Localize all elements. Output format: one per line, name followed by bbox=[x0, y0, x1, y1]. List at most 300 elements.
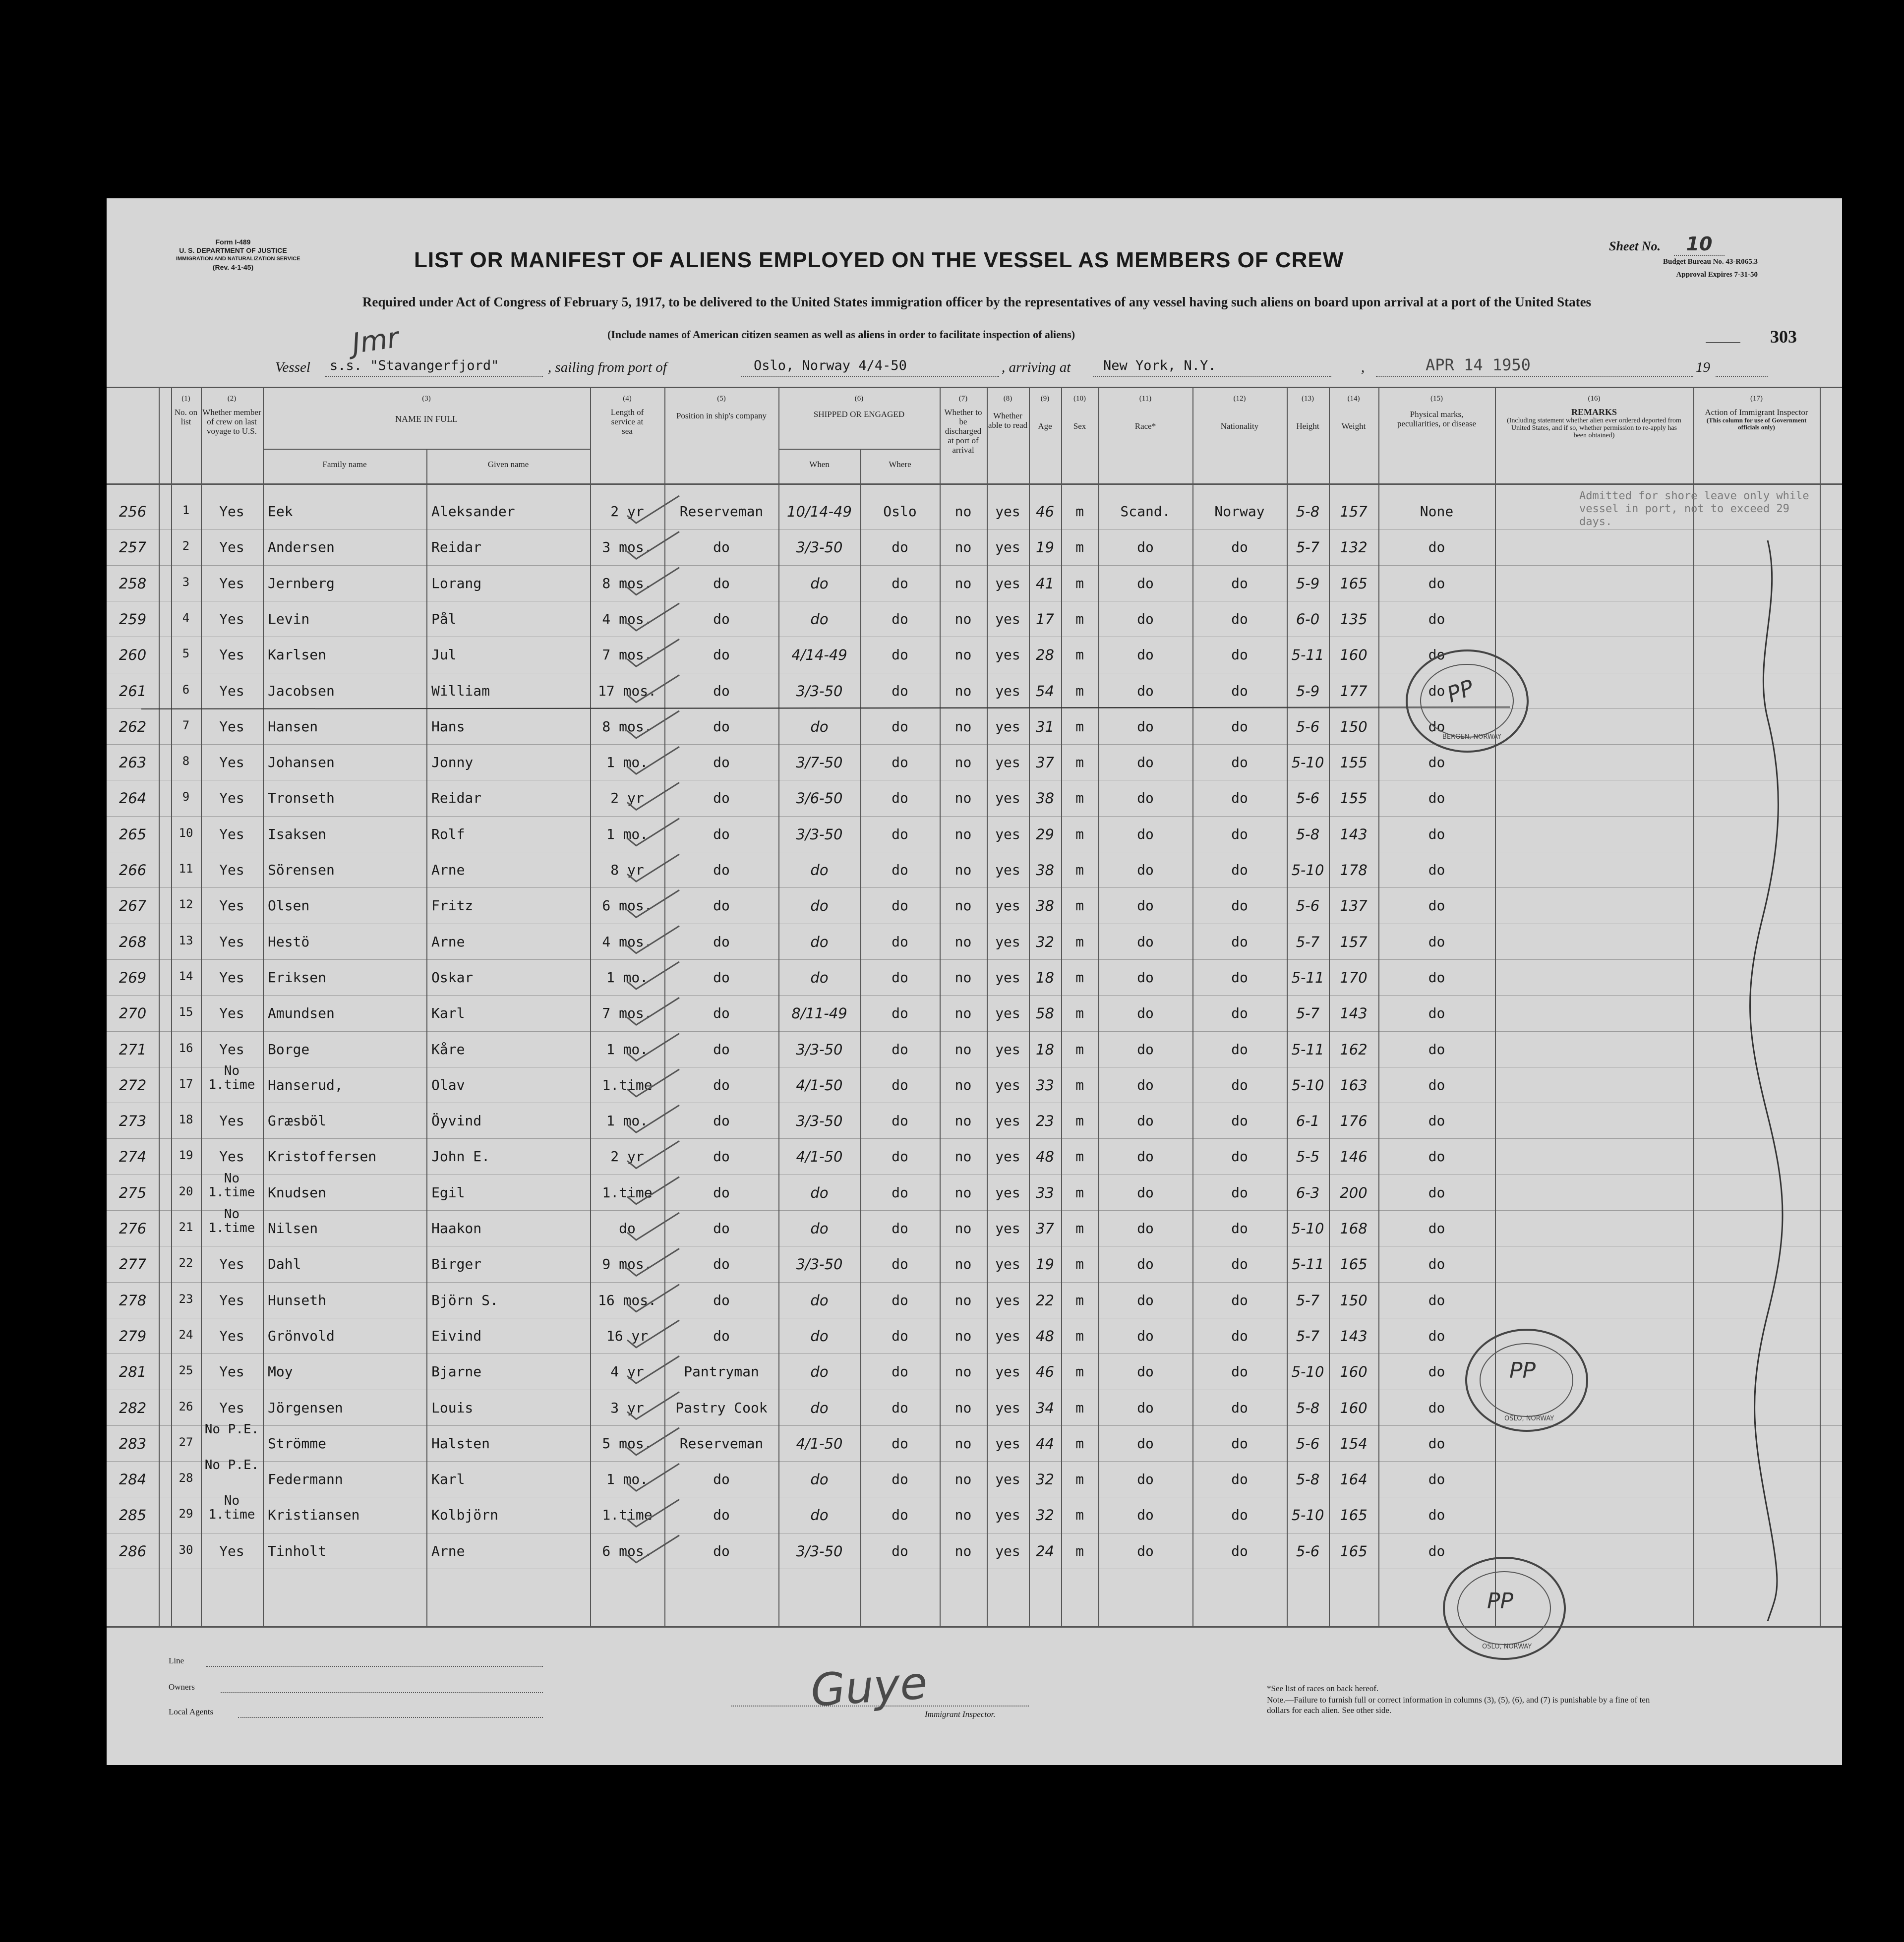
header-col3: (3) NAME IN FULL bbox=[395, 395, 458, 424]
cell-position: do bbox=[713, 1292, 730, 1308]
cell-no: 9 bbox=[182, 790, 190, 804]
cell-where: do bbox=[892, 1542, 908, 1559]
cell-when: do bbox=[810, 1507, 829, 1524]
cell-service: 16 mos. bbox=[597, 1292, 656, 1308]
cell-prev: Yes bbox=[219, 1041, 244, 1058]
cell-when: do bbox=[810, 610, 829, 628]
cell-where: do bbox=[892, 1148, 908, 1165]
cell-where: do bbox=[892, 610, 908, 627]
cell-marks: do bbox=[1428, 969, 1445, 986]
cell-position: do bbox=[713, 1076, 730, 1093]
cell-sex: m bbox=[1075, 1184, 1084, 1201]
table-row bbox=[107, 713, 1820, 749]
header-col6: (6) SHIPPED OR ENGAGED bbox=[813, 395, 905, 419]
cell-nat: do bbox=[1231, 1005, 1248, 1022]
cell-nat: do bbox=[1231, 1471, 1248, 1488]
cell-sex: m bbox=[1075, 1005, 1084, 1022]
cell-service: 4 mos. bbox=[602, 610, 653, 627]
cell-where: Oslo bbox=[883, 503, 917, 520]
cell-service: 1 mo. bbox=[606, 1041, 649, 1058]
cell-age: 48 bbox=[1036, 1327, 1054, 1345]
table-row bbox=[107, 1000, 1820, 1036]
check-mark bbox=[627, 854, 679, 882]
table-row bbox=[107, 1036, 1820, 1072]
cell-age: 33 bbox=[1036, 1184, 1054, 1201]
cell-prev: No 1.time bbox=[208, 1207, 255, 1236]
cell-when: 3/3-50 bbox=[796, 825, 843, 843]
cell-sex: m bbox=[1075, 503, 1084, 520]
cell-nat: do bbox=[1231, 610, 1248, 627]
cell-read: yes bbox=[995, 1363, 1020, 1380]
cell-weight: 168 bbox=[1340, 1220, 1368, 1237]
cell-position: do bbox=[713, 933, 730, 950]
cell-weight: 177 bbox=[1340, 682, 1368, 700]
cell-family: Strömme bbox=[268, 1435, 327, 1452]
cell-prev: No P.E. bbox=[204, 1421, 259, 1437]
line-underline bbox=[206, 1666, 543, 1667]
cell-height: 5-6 bbox=[1296, 1435, 1320, 1452]
cell-position: do bbox=[713, 754, 730, 771]
cell-prev: Yes bbox=[219, 825, 244, 842]
cell-sex: m bbox=[1075, 1220, 1084, 1236]
cell-weight: 157 bbox=[1340, 933, 1368, 950]
cell-age: 32 bbox=[1036, 1471, 1054, 1488]
page-title: LIST OR MANIFEST OF ALIENS EMPLOYED ON THE VESSEL AS MEMBERS OF CREW bbox=[414, 248, 1344, 272]
cell-service: 16 yr bbox=[606, 1327, 649, 1344]
cell-page: 258 bbox=[119, 575, 147, 592]
cell-disch: no bbox=[954, 503, 972, 520]
check-mark bbox=[627, 1105, 679, 1132]
cell-prev: Yes bbox=[219, 1327, 244, 1344]
cell-read: yes bbox=[995, 1076, 1020, 1093]
cell-family: Kristoffersen bbox=[268, 1148, 377, 1165]
cell-race: do bbox=[1137, 1184, 1154, 1201]
signature-underline bbox=[731, 1706, 1029, 1707]
cell-sex: m bbox=[1075, 682, 1084, 699]
cell-page: 267 bbox=[119, 897, 147, 915]
cell-marks: do bbox=[1428, 825, 1445, 842]
cell-when: do bbox=[810, 1220, 829, 1237]
cell-when: do bbox=[810, 1363, 829, 1381]
cell-race: do bbox=[1137, 682, 1154, 699]
check-mark bbox=[627, 1499, 679, 1527]
cell-no: 11 bbox=[178, 862, 193, 876]
cell-where: do bbox=[892, 1256, 908, 1273]
check-mark bbox=[627, 926, 679, 953]
sheet-number: 10 bbox=[1674, 233, 1725, 256]
cell-disch: no bbox=[954, 1363, 972, 1380]
cell-read: yes bbox=[995, 1327, 1020, 1344]
cell-service: 1.time bbox=[602, 1507, 653, 1524]
cell-nat: do bbox=[1231, 933, 1248, 950]
cell-sex: m bbox=[1075, 933, 1084, 950]
cell-service: 2 yr bbox=[610, 503, 644, 520]
footnote-races: *See list of races on back hereof. bbox=[1267, 1684, 1379, 1693]
cell-weight: 150 bbox=[1340, 718, 1368, 735]
cell-page: 285 bbox=[119, 1507, 147, 1524]
header-col12: (12) Nationality bbox=[1220, 395, 1259, 431]
cell-where: do bbox=[892, 1507, 908, 1524]
cell-weight: 135 bbox=[1340, 610, 1368, 628]
cell-page: 286 bbox=[119, 1542, 147, 1560]
cell-where: do bbox=[892, 754, 908, 771]
cell-race: do bbox=[1137, 897, 1154, 914]
cell-marks: do bbox=[1428, 1292, 1445, 1308]
page-number: 303 bbox=[1770, 327, 1797, 347]
cell-sex: m bbox=[1075, 1076, 1084, 1093]
cell-page: 284 bbox=[119, 1471, 147, 1488]
table-row bbox=[107, 1421, 1820, 1466]
cell-given: Karl bbox=[431, 1005, 465, 1022]
cell-service: 8 mos. bbox=[602, 718, 653, 735]
cell-when: 3/6-50 bbox=[796, 790, 843, 807]
cell-given: Björn S. bbox=[431, 1292, 498, 1308]
cell-given: Rolf bbox=[431, 825, 465, 842]
header-where: Where bbox=[889, 460, 911, 469]
header-given-name: Given name bbox=[487, 460, 529, 469]
cell-nat: do bbox=[1231, 1113, 1248, 1129]
cell-sex: m bbox=[1075, 754, 1084, 771]
arriving-underline bbox=[1093, 376, 1331, 377]
cell-no: 17 bbox=[178, 1076, 193, 1091]
cell-marks: do bbox=[1428, 1256, 1445, 1273]
table-bottom-border bbox=[107, 1626, 1842, 1628]
cell-when: do bbox=[810, 1327, 829, 1345]
cell-where: do bbox=[892, 1363, 908, 1380]
owners-underline bbox=[221, 1692, 543, 1693]
cell-page: 257 bbox=[119, 539, 147, 556]
cell-marks: do bbox=[1428, 1041, 1445, 1058]
cell-nat: do bbox=[1231, 1256, 1248, 1273]
cell-position: do bbox=[713, 610, 730, 627]
cell-height: 5-8 bbox=[1296, 825, 1320, 843]
cell-height: 6-3 bbox=[1296, 1184, 1320, 1201]
cell-family: Dahl bbox=[268, 1256, 301, 1273]
cell-where: do bbox=[892, 1184, 908, 1201]
cell-disch: no bbox=[954, 1148, 972, 1165]
table-row bbox=[107, 821, 1820, 857]
cell-no: 29 bbox=[178, 1507, 193, 1521]
cell-disch: no bbox=[954, 1292, 972, 1308]
cell-prev: Yes bbox=[219, 1542, 244, 1559]
cell-position: do bbox=[713, 539, 730, 556]
cell-age: 32 bbox=[1036, 1507, 1054, 1524]
cell-page: 265 bbox=[119, 825, 147, 843]
cell-disch: no bbox=[954, 1005, 972, 1022]
cell-read: yes bbox=[995, 1005, 1020, 1022]
cell-no: 21 bbox=[178, 1220, 193, 1234]
cell-family: Johansen bbox=[268, 754, 335, 771]
cell-weight: 143 bbox=[1340, 1005, 1368, 1022]
cell-age: 31 bbox=[1036, 718, 1054, 735]
arrival-date-stamp: APR 14 1950 bbox=[1426, 355, 1531, 374]
cell-family: Karlsen bbox=[268, 647, 327, 663]
check-mark bbox=[627, 639, 679, 666]
cell-read: yes bbox=[995, 1113, 1020, 1129]
cell-given: Fritz bbox=[431, 897, 474, 914]
cell-sex: m bbox=[1075, 1292, 1084, 1308]
cell-when: 3/7-50 bbox=[796, 754, 843, 771]
budget-bureau: Budget Bureau No. 43-R065.3 bbox=[1663, 258, 1758, 266]
table-top-border bbox=[107, 387, 1842, 388]
cell-when: 4/14-49 bbox=[791, 647, 847, 664]
cell-disch: no bbox=[954, 1471, 972, 1488]
cell-weight: 160 bbox=[1340, 1399, 1368, 1416]
cell-no: 1 bbox=[182, 503, 190, 517]
cell-disch: no bbox=[954, 825, 972, 842]
cell-no: 3 bbox=[182, 575, 190, 589]
cell-weight: 165 bbox=[1340, 575, 1368, 592]
cell-where: do bbox=[892, 539, 908, 556]
budget-block bbox=[1594, 255, 1758, 281]
cell-no: 22 bbox=[178, 1256, 193, 1270]
cell-where: do bbox=[892, 647, 908, 663]
cell-position: do bbox=[713, 1542, 730, 1559]
cell-when: do bbox=[810, 1399, 829, 1416]
cell-marks: do bbox=[1428, 933, 1445, 950]
sheet-number-label: Sheet No. 10 bbox=[1609, 233, 1725, 255]
cell-read: yes bbox=[995, 1148, 1020, 1165]
sailing-label: , sailing from port of bbox=[548, 359, 667, 375]
cell-race: Scand. bbox=[1120, 503, 1171, 520]
cell-read: yes bbox=[995, 825, 1020, 842]
check-mark bbox=[627, 1356, 679, 1383]
cell-nat: do bbox=[1231, 1292, 1248, 1308]
table-row bbox=[107, 570, 1820, 606]
cell-when: 3/3-50 bbox=[796, 1542, 843, 1560]
cell-read: yes bbox=[995, 862, 1020, 878]
cell-sex: m bbox=[1075, 825, 1084, 842]
cell-given: William bbox=[431, 682, 490, 699]
cell-service: 8 mos. bbox=[602, 575, 653, 591]
cell-weight: 155 bbox=[1340, 790, 1368, 807]
cell-marks: do bbox=[1428, 1363, 1445, 1380]
cell-page: 261 bbox=[119, 682, 147, 700]
cell-height: 5-8 bbox=[1296, 503, 1320, 520]
cell-no: 12 bbox=[178, 897, 193, 912]
cell-prev: Yes bbox=[219, 862, 244, 878]
cell-family: Tronseth bbox=[268, 790, 335, 807]
table-row bbox=[107, 498, 1820, 534]
cell-weight: 165 bbox=[1340, 1256, 1368, 1273]
cell-read: yes bbox=[995, 539, 1020, 556]
cell-age: 24 bbox=[1036, 1542, 1054, 1560]
cell-height: 5-10 bbox=[1291, 1220, 1324, 1237]
cell-height: 5-9 bbox=[1296, 575, 1320, 592]
cell-no: 15 bbox=[178, 1005, 193, 1019]
vessel-underline bbox=[325, 376, 543, 377]
cell-page: 278 bbox=[119, 1292, 147, 1309]
check-mark bbox=[627, 1248, 679, 1276]
date-underline bbox=[1376, 376, 1693, 377]
cell-when: 4/1-50 bbox=[796, 1148, 843, 1166]
cell-age: 37 bbox=[1036, 754, 1054, 771]
cell-age: 23 bbox=[1036, 1113, 1054, 1130]
cell-family: Jacobsen bbox=[268, 682, 335, 699]
cell-weight: 157 bbox=[1340, 503, 1368, 520]
cell-race: do bbox=[1137, 1435, 1154, 1452]
remarks-wavy-line bbox=[1738, 540, 1797, 1621]
cell-when: do bbox=[810, 1292, 829, 1309]
cell-service: 4 yr bbox=[610, 1363, 644, 1380]
check-mark bbox=[627, 890, 679, 917]
cell-weight: 137 bbox=[1340, 897, 1368, 915]
cell-family: Hunseth bbox=[268, 1292, 327, 1308]
cell-family: Federmann bbox=[268, 1471, 343, 1488]
cell-height: 5-6 bbox=[1296, 1542, 1320, 1560]
cell-race: do bbox=[1137, 825, 1154, 842]
cell-sex: m bbox=[1075, 1542, 1084, 1559]
cell-read: yes bbox=[995, 1471, 1020, 1488]
cell-disch: no bbox=[954, 1507, 972, 1524]
cell-marks: None bbox=[1420, 503, 1454, 520]
cell-nat: do bbox=[1231, 1327, 1248, 1344]
check-mark bbox=[627, 1392, 679, 1419]
cell-no: 30 bbox=[178, 1542, 193, 1557]
cell-page: 283 bbox=[119, 1435, 147, 1452]
cell-weight: 160 bbox=[1340, 647, 1368, 664]
cell-page: 269 bbox=[119, 969, 147, 986]
header-col7: (7) Whether to be discharged at port of arrival bbox=[944, 395, 982, 455]
cell-given: Arne bbox=[431, 1542, 465, 1559]
cell-weight: 154 bbox=[1340, 1435, 1368, 1452]
cell-age: 29 bbox=[1036, 825, 1054, 843]
cell-age: 19 bbox=[1036, 539, 1054, 556]
cell-service: 1 mo. bbox=[606, 825, 649, 842]
cell-age: 46 bbox=[1036, 1363, 1054, 1381]
cell-given: Arne bbox=[431, 933, 465, 950]
cell-sex: m bbox=[1075, 897, 1084, 914]
cell-service: 6 mos. bbox=[602, 897, 653, 914]
cell-sex: m bbox=[1075, 575, 1084, 591]
cell-sex: m bbox=[1075, 1399, 1084, 1416]
vessel-label: Vessel bbox=[275, 359, 310, 375]
cell-prev: Yes bbox=[219, 647, 244, 663]
cell-no: 18 bbox=[178, 1113, 193, 1127]
cell-nat: do bbox=[1231, 682, 1248, 699]
cell-position: do bbox=[713, 647, 730, 663]
cell-given: Öyvind bbox=[431, 1113, 482, 1129]
cell-position: do bbox=[713, 1327, 730, 1344]
cell-height: 6-0 bbox=[1296, 610, 1320, 628]
cell-read: yes bbox=[995, 790, 1020, 807]
cell-prev: Yes bbox=[219, 969, 244, 986]
sub-header-line-shipped bbox=[778, 449, 940, 450]
cell-position: Pantryman bbox=[684, 1363, 759, 1380]
cell-marks: do bbox=[1428, 1507, 1445, 1524]
cell-race: do bbox=[1137, 1113, 1154, 1129]
cell-disch: no bbox=[954, 1041, 972, 1058]
cell-where: do bbox=[892, 1399, 908, 1416]
cell-position: do bbox=[713, 1148, 730, 1165]
cell-no: 20 bbox=[178, 1184, 193, 1198]
cell-height: 5-6 bbox=[1296, 790, 1320, 807]
check-mark bbox=[627, 962, 679, 989]
cell-prev: Yes bbox=[219, 1005, 244, 1022]
cell-position: do bbox=[713, 1184, 730, 1201]
cell-when: 4/1-50 bbox=[796, 1435, 843, 1452]
cell-position: do bbox=[713, 718, 730, 735]
cell-marks: do bbox=[1428, 897, 1445, 914]
cell-given: Halsten bbox=[431, 1435, 490, 1452]
cell-given: Arne bbox=[431, 862, 465, 878]
cell-race: do bbox=[1137, 1327, 1154, 1344]
cell-family: Hestö bbox=[268, 933, 310, 950]
cell-age: 32 bbox=[1036, 933, 1054, 950]
cell-disch: no bbox=[954, 1256, 972, 1273]
cell-family: Olsen bbox=[268, 897, 310, 914]
cell-page: 281 bbox=[119, 1363, 147, 1381]
cell-given: Haakon bbox=[431, 1220, 482, 1236]
cell-read: yes bbox=[995, 1256, 1020, 1273]
cell-prev: Yes bbox=[219, 933, 244, 950]
cell-height: 5-6 bbox=[1296, 897, 1320, 915]
check-mark bbox=[627, 531, 679, 559]
cell-page: 274 bbox=[119, 1148, 147, 1166]
cell-prev: Yes bbox=[219, 503, 244, 520]
header-col16: (16) REMARKS (Including statement whether alien ever ordered deported from United States, and if so, whether permission to re-apply has been obtained) bbox=[1507, 395, 1681, 439]
revision: (Rev. 4-1-45) bbox=[212, 263, 254, 271]
cell-when: 8/11-49 bbox=[791, 1005, 847, 1022]
vessel-name: s.s. "Stavangerfjord" bbox=[330, 358, 499, 373]
cell-position: do bbox=[713, 1041, 730, 1058]
cell-prev: Yes bbox=[219, 1256, 244, 1273]
cell-when: 3/3-50 bbox=[796, 1113, 843, 1130]
cell-where: do bbox=[892, 682, 908, 699]
cell-nat: do bbox=[1231, 1184, 1248, 1201]
cell-sex: m bbox=[1075, 1471, 1084, 1488]
cell-when: do bbox=[810, 718, 829, 735]
cell-height: 5-11 bbox=[1291, 647, 1324, 664]
cell-position: do bbox=[713, 969, 730, 986]
remarks-text: Admitted for shore leave only while vessel in port, not to exceed 29 days. bbox=[1579, 490, 1809, 528]
cell-height: 5-10 bbox=[1291, 754, 1324, 771]
cell-family: Amundsen bbox=[268, 1005, 335, 1022]
table-row bbox=[107, 1207, 1820, 1251]
cell-read: yes bbox=[995, 682, 1020, 699]
cell-prev: Yes bbox=[219, 539, 244, 556]
cell-page: 259 bbox=[119, 610, 147, 628]
cell-where: do bbox=[892, 1292, 908, 1308]
cell-no: 16 bbox=[178, 1041, 193, 1055]
table-row bbox=[107, 1538, 1820, 1574]
cell-sex: m bbox=[1075, 1327, 1084, 1344]
cell-family: Hansen bbox=[268, 718, 318, 735]
cell-where: do bbox=[892, 897, 908, 914]
cell-given: Pål bbox=[431, 610, 457, 627]
cell-height: 5-9 bbox=[1296, 682, 1320, 700]
cell-read: yes bbox=[995, 1220, 1020, 1236]
cell-disch: no bbox=[954, 682, 972, 699]
cell-no: 26 bbox=[178, 1399, 193, 1413]
cell-nat: do bbox=[1231, 862, 1248, 878]
cell-service: 1.time bbox=[602, 1076, 653, 1093]
cell-nat: do bbox=[1231, 754, 1248, 771]
header-when: When bbox=[809, 460, 830, 469]
inspector-signature: Guye bbox=[809, 1656, 929, 1717]
cell-nat: do bbox=[1231, 897, 1248, 914]
form-number: Form I-489 bbox=[215, 238, 251, 246]
cell-service: 7 mos. bbox=[602, 1005, 653, 1022]
cell-service: 1 mo. bbox=[606, 1471, 649, 1488]
cell-page: 282 bbox=[119, 1399, 147, 1416]
cell-disch: no bbox=[954, 933, 972, 950]
cell-prev: Yes bbox=[219, 1113, 244, 1129]
cell-when: do bbox=[810, 1184, 829, 1201]
cell-age: 41 bbox=[1036, 575, 1054, 592]
cell-where: do bbox=[892, 718, 908, 735]
header-col4: (4) Length of service at sea bbox=[610, 395, 644, 436]
